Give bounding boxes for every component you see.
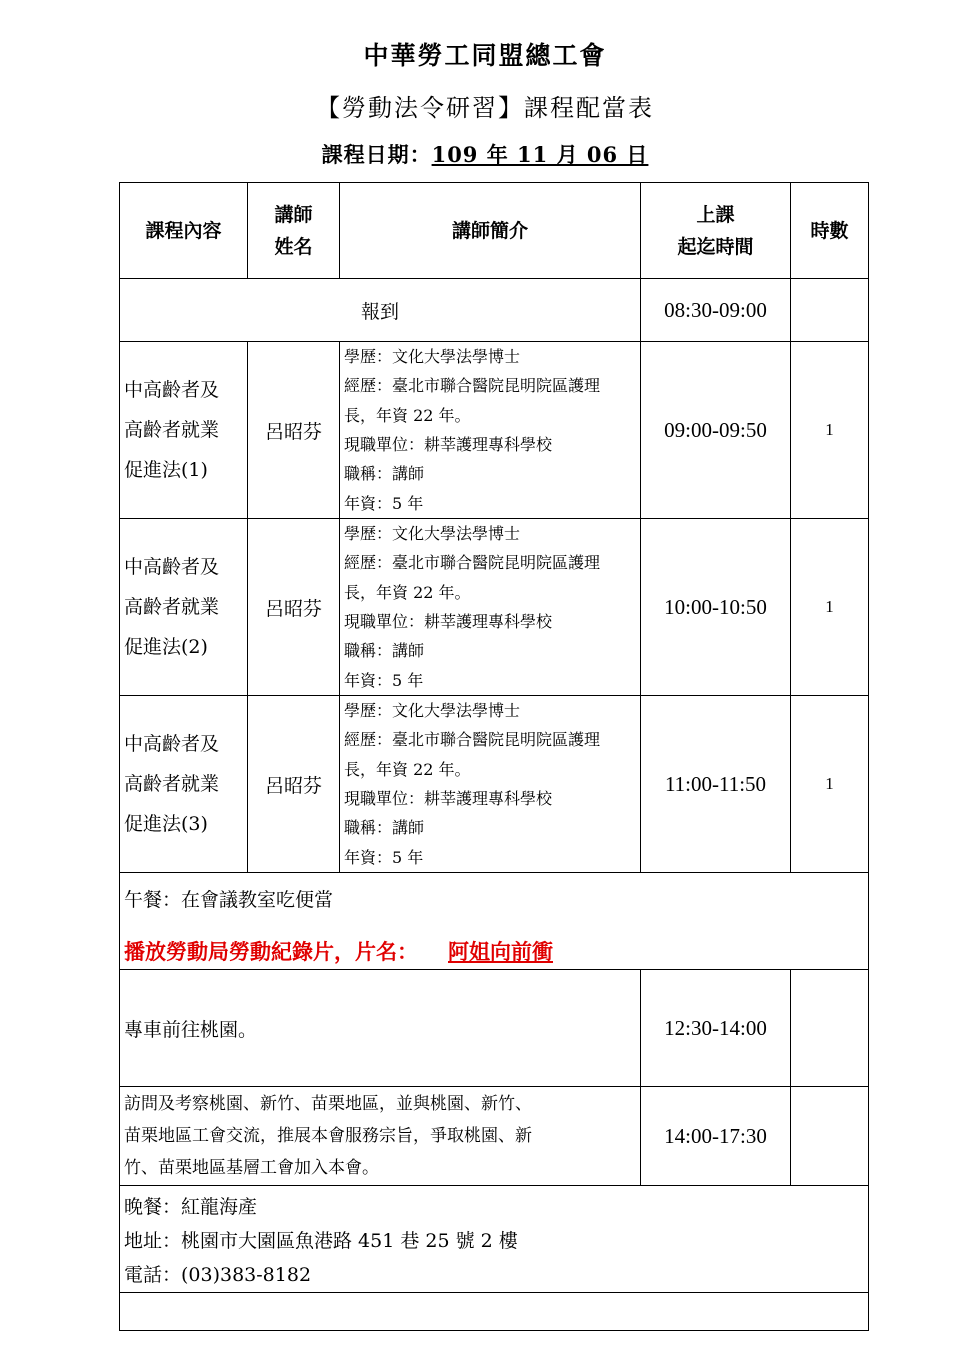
bio-line: 現職單位：耕莘護理專科學校 (344, 435, 553, 454)
table-row (120, 519, 869, 696)
film-announcement (124, 936, 868, 966)
session-bio (340, 696, 641, 873)
bio-line: 職稱：講師 (344, 464, 425, 484)
bio-line: 經歷：臺北市聯合醫院昆明院區護理 (344, 376, 601, 396)
session-time: 09:00-09:50 (641, 342, 791, 519)
session-time: 11:00-11:50 (641, 696, 791, 873)
dinner-cell (120, 1186, 869, 1293)
session-course (120, 519, 248, 696)
dinner-row (120, 1186, 869, 1293)
session-instructor: 呂昭芬 (248, 519, 340, 696)
course-line: 中高齡者及 (124, 733, 220, 755)
course-date (0, 139, 970, 169)
visit-line: 竹、苗栗地區基層工會加入本會。 (124, 1158, 379, 1178)
checkin-row (120, 279, 869, 342)
header-time-l2: 起迄時間 (677, 235, 754, 258)
film-prefix: 播放勞動局勞動紀錄片，片名： (124, 939, 418, 964)
course-line: 促進法(3) (124, 813, 208, 835)
visit-row (120, 1087, 869, 1186)
lunch-cell (120, 873, 869, 970)
document-subtitle: 【勞動法令研習】課程配當表 (316, 94, 654, 122)
bio-line: 現職單位：耕莘護理專科學校 (344, 612, 553, 631)
transfer-text: 專車前往桃園。 (120, 970, 641, 1087)
header-instructor (248, 183, 340, 279)
visit-hours (791, 1087, 869, 1186)
course-date-label: 課程日期： (321, 142, 432, 167)
course-line: 中高齡者及 (124, 379, 220, 401)
transfer-time: 12:30-14:00 (641, 970, 791, 1087)
document-title: 中華勞工同盟總工會 (363, 41, 607, 70)
course-line: 高齡者就業 (124, 419, 220, 441)
lunch-row (120, 873, 869, 970)
checkin-time: 08:30-09:00 (641, 279, 791, 342)
session-hours: 1 (791, 342, 869, 519)
empty-row (120, 1293, 869, 1331)
dinner-address: 地址：桃園市大園區魚港路 451 巷 25 號 2 樓 (124, 1230, 518, 1252)
bio-line: 職稱：講師 (344, 818, 425, 838)
bio-line: 長，年資 22 年。 (344, 405, 471, 425)
header-course: 課程內容 (120, 183, 248, 279)
session-hours: 1 (791, 519, 869, 696)
session-course (120, 342, 248, 519)
header-instructor-l1: 講師 (274, 203, 313, 226)
header-instructor-l2: 姓名 (274, 235, 313, 258)
table-header-row (120, 183, 869, 279)
table-row (120, 342, 869, 519)
course-line: 高齡者就業 (124, 596, 220, 618)
bio-line: 學歷：文化大學法學博士 (344, 701, 521, 721)
film-name: 阿姐向前衝 (448, 939, 553, 964)
schedule-table (119, 182, 869, 1331)
visit-time: 14:00-17:30 (641, 1087, 791, 1186)
course-line: 高齡者就業 (124, 773, 220, 795)
bio-line: 年資：5 年 (344, 670, 424, 690)
visit-line: 苗栗地區工會交流，推展本會服務宗旨，爭取桃園、新 (124, 1126, 532, 1146)
dinner-phone: 電話：(03)383-8182 (124, 1264, 312, 1286)
visit-text (120, 1087, 641, 1186)
session-course (120, 696, 248, 873)
bio-line: 年資：5 年 (344, 847, 424, 867)
header-bio: 講師簡介 (340, 183, 641, 279)
bio-line: 年資：5 年 (344, 493, 424, 513)
bio-line: 經歷：臺北市聯合醫院昆明院區護理 (344, 730, 601, 750)
session-time: 10:00-10:50 (641, 519, 791, 696)
bio-line: 現職單位：耕莘護理專科學校 (344, 789, 553, 808)
header-time-l1: 上課 (696, 203, 735, 226)
session-instructor: 呂昭芬 (248, 342, 340, 519)
bio-line: 學歷：文化大學法學博士 (344, 347, 521, 367)
session-instructor: 呂昭芬 (248, 696, 340, 873)
transfer-hours (791, 970, 869, 1087)
transfer-row (120, 970, 869, 1087)
bio-line: 學歷：文化大學法學博士 (344, 524, 521, 544)
bio-line: 長，年資 22 年。 (344, 759, 471, 779)
course-date-value: 109 年 11 月 06 日 (431, 142, 649, 167)
course-line: 促進法(1) (124, 459, 208, 481)
course-line: 中高齡者及 (124, 556, 220, 578)
course-line: 促進法(2) (124, 636, 208, 658)
lunch-text: 午餐：在會議教室吃便當 (124, 889, 334, 911)
bio-line: 經歷：臺北市聯合醫院昆明院區護理 (344, 553, 601, 573)
visit-line: 訪問及考察桃園、新竹、苗栗地區，並與桃園、新竹、 (124, 1094, 532, 1114)
dinner-name: 晚餐：紅龍海產 (124, 1196, 258, 1218)
checkin-label: 報到 (120, 279, 641, 342)
header-time (641, 183, 791, 279)
checkin-hours (791, 279, 869, 342)
header-hours: 時數 (791, 183, 869, 279)
session-bio (340, 519, 641, 696)
empty-cell (120, 1293, 869, 1331)
bio-line: 職稱：講師 (344, 641, 425, 661)
bio-line: 長，年資 22 年。 (344, 582, 471, 602)
session-hours: 1 (791, 696, 869, 873)
session-bio (340, 342, 641, 519)
table-row (120, 696, 869, 873)
